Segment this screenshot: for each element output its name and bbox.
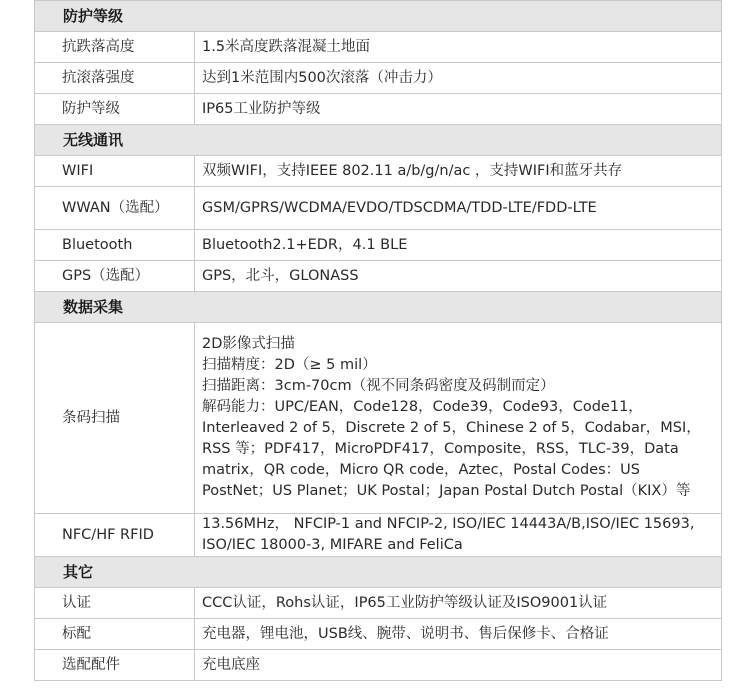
spec-row [35, 261, 722, 292]
spec-value: Bluetooth2.1+EDR，4.1 BLE [195, 230, 722, 261]
spec-label: 标配 [35, 619, 195, 650]
spec-label: 防护等级 [35, 94, 195, 125]
section-title-wireless: 无线通讯 [35, 125, 722, 156]
spec-label: 抗滚落强度 [35, 63, 195, 94]
spec-value: GSM/GPRS/WCDMA/EVDO/TDSCDMA/TDD-LTE/FDD-LTE [195, 187, 722, 230]
spec-value: CCC认证，Rohs认证，IP65工业防护等级认证及ISO9001认证 [195, 588, 722, 619]
spec-label: 抗跌落高度 [35, 32, 195, 63]
spec-row [35, 514, 722, 557]
spec-row [35, 32, 722, 63]
spec-value: 充电底座 [195, 650, 722, 681]
spec-row [35, 156, 722, 187]
spec-label: 条码扫描 [35, 323, 195, 514]
spec-value: IP65工业防护等级 [195, 94, 722, 125]
spec-value: 双频WIFI，支持IEEE 802.11 a/b/g/n/ac ，支持WIFI和蓝牙共存 [195, 156, 722, 187]
spec-label: WIFI [35, 156, 195, 187]
spec-label: Bluetooth [35, 230, 195, 261]
spec-label: 认证 [35, 588, 195, 619]
section-header [35, 292, 722, 323]
spec-row [35, 650, 722, 681]
spec-value: 13.56MHz， NFCIP-1 and NFCIP-2, ISO/IEC 14443A/B,ISO/IEC 15693, ISO/IEC 18000-3, MIFARE and FeliCa [195, 514, 722, 557]
spec-row [35, 63, 722, 94]
spec-value: GPS，北斗，GLONASS [195, 261, 722, 292]
section-title-other: 其它 [35, 557, 722, 588]
section-header [35, 557, 722, 588]
spec-value: 2D影像式扫描 扫描精度：2D（≥ 5 mil） 扫描距离：3cm-70cm（视不同条码密度及码制而定） 解码能力：UPC/EAN，Code128，Code39，Code93，Code11，Interleaved 2 of 5，Discrete 2 of 5，Chinese 2 of 5，Codabar，MSI，RSS 等；PDF417，MicroPDF417，Composite，RSS，TLC-39，Data matrix，QR code，Micro QR code，Aztec，Postal Codes：US PostNet；US Planet；UK Postal；Japan Postal Dutch Postal（KIX）等 [195, 323, 722, 514]
section-header [35, 1, 722, 32]
spec-row [35, 588, 722, 619]
spec-value: 充电器，锂电池，USB线、腕带、说明书、售后保修卡、合格证 [195, 619, 722, 650]
section-title-protection: 防护等级 [35, 1, 722, 32]
spec-label: NFC/HF RFID [35, 514, 195, 557]
spec-row [35, 94, 722, 125]
spec-row [35, 619, 722, 650]
spec-row [35, 323, 722, 514]
section-title-data-capture: 数据采集 [35, 292, 722, 323]
section-header [35, 125, 722, 156]
spec-label: 选配配件 [35, 650, 195, 681]
spec-label: WWAN（选配） [35, 187, 195, 230]
spec-value: 1.5米高度跌落混凝土地面 [195, 32, 722, 63]
spec-row [35, 230, 722, 261]
spec-table [34, 0, 722, 681]
spec-label: GPS（选配） [35, 261, 195, 292]
spec-value: 达到1米范围内500次滚落（冲击力） [195, 63, 722, 94]
spec-row [35, 187, 722, 230]
